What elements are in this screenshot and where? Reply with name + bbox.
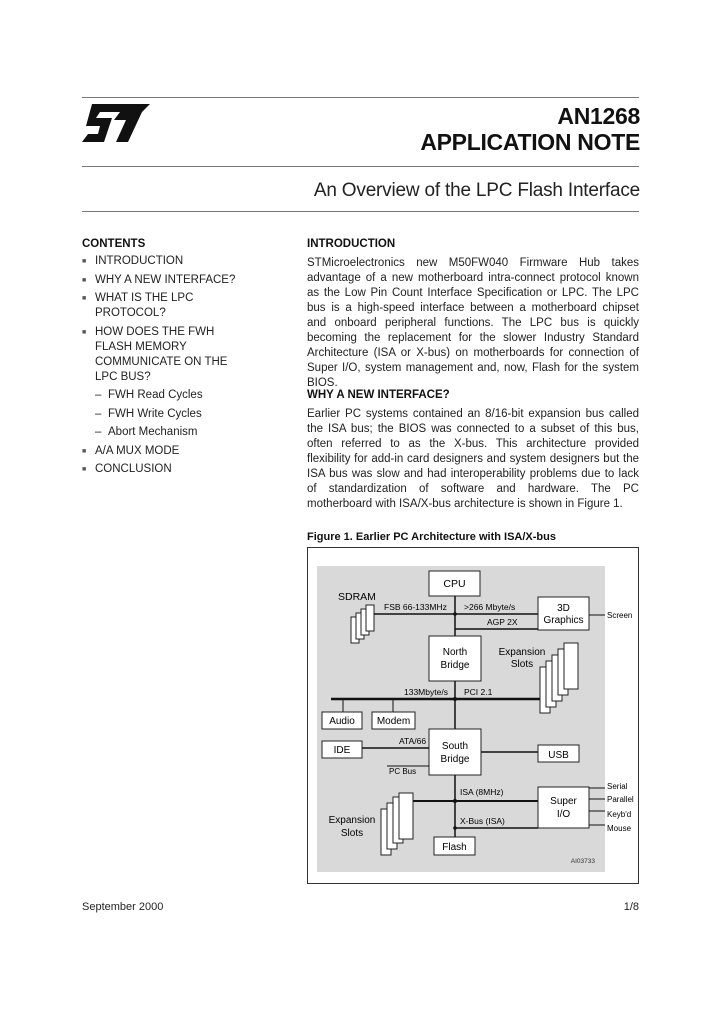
toc-subitem-write[interactable] — [82, 407, 252, 422]
introduction-heading: INTRODUCTION — [307, 238, 396, 250]
modem-label: Modem — [376, 716, 411, 727]
toc-item-lpc-protocol[interactable] — [82, 291, 252, 321]
south-bridge-label-2: Bridge — [440, 754, 470, 765]
agp-label: AGP 2X — [487, 617, 518, 627]
bullet-icon: ■ — [82, 447, 87, 455]
north-bridge-label-1: North — [442, 647, 468, 658]
pci-speed-label: 133Mbyte/s — [404, 687, 448, 697]
pci-label: PCI 2.1 — [464, 687, 493, 697]
sdram-label: SDRAM — [338, 591, 376, 603]
ide-label: IDE — [333, 745, 351, 756]
toc-item-fwh[interactable] — [82, 325, 230, 385]
graphics-label-1: 3D — [557, 603, 570, 614]
why-new-text: Earlier PC systems contained an 8/16-bit expansion bus called the ISA bus; the BIOS was connected to a subset of this bus, often referred to as the X-bus. This architecture provided flexibility for add-in card designers and system designers but the ISA bus was slow and had interoperability problems due to lack of standardization of software and hardware. The PC motherboard with ISA/X-bus architecture is shown in Figure 1. — [307, 408, 639, 510]
toc-item-why-new[interactable] — [82, 273, 252, 288]
top-rule — [82, 97, 639, 98]
bandwidth-label: >266 Mbyte/s — [464, 602, 516, 612]
north-bridge-label-2: Bridge — [440, 660, 470, 671]
bullet-icon: ■ — [82, 328, 87, 336]
toc-item-conclusion[interactable] — [82, 462, 252, 477]
keyboard-label: Keyb'd — [607, 810, 632, 819]
cpu-label: CPU — [443, 578, 466, 590]
expansion-bottom-label-1: Expansion — [328, 815, 376, 826]
toc-label: INTRODUCTION — [95, 255, 184, 267]
figure-id: AI03733 — [570, 858, 595, 865]
usb-label: USB — [548, 750, 569, 761]
dash: – — [95, 407, 102, 420]
doc-number: AN1268 — [557, 103, 640, 129]
super-io-label-2: I/O — [556, 809, 571, 820]
toc-label: WHY A NEW INTERFACE? — [95, 273, 236, 286]
expansion-top-label-1: Expansion — [498, 647, 546, 658]
toc-label: A/A MUX MODE — [95, 444, 180, 457]
toc-subitem-abort[interactable] — [82, 425, 252, 440]
parallel-label: Parallel — [607, 795, 634, 804]
south-bridge-label-1: South — [441, 741, 469, 752]
fsb-label: FSB 66-133MHz — [384, 602, 447, 612]
bullet-icon: ■ — [82, 276, 87, 284]
bullet-icon: ■ — [82, 295, 87, 302]
toc-item-aamux[interactable] — [82, 444, 252, 459]
contents-heading: CONTENTS — [82, 238, 146, 250]
dash: – — [95, 389, 102, 401]
figure-caption: Figure 1. Earlier PC Architecture with ISA/X-bus — [307, 531, 556, 543]
north-bridge-box — [429, 636, 481, 681]
super-io-box — [538, 787, 589, 828]
footer-page: 1/8 — [623, 901, 639, 913]
expansion-top-label-2: Slots — [510, 659, 534, 670]
toc-label: WHAT IS THE LPC PROTOCOL? — [95, 292, 194, 319]
screen-label: Screen — [607, 611, 633, 620]
toc-label: HOW DOES THE FWH FLASH MEMORY COMMUNICATE ON THE LPC BUS? — [95, 325, 228, 383]
isa-label: ISA (8MHz) — [460, 787, 504, 797]
ata-label: ATA/66 — [399, 736, 427, 746]
toc-sub-label: FWH Write Cycles — [108, 407, 202, 420]
super-io-label-1: Super — [550, 796, 577, 807]
toc-label: CONCLUSION — [95, 463, 172, 475]
toc-subitem-read[interactable] — [82, 388, 252, 403]
south-bridge-box — [429, 729, 481, 775]
toc-item-introduction[interactable] — [82, 254, 252, 269]
st-logo — [82, 104, 150, 146]
audio-label: Audio — [329, 716, 355, 727]
bullet-icon: ■ — [82, 258, 87, 265]
footer-date: September 2000 — [82, 901, 164, 913]
page-subtitle: An Overview of the LPC Flash Interface — [313, 180, 640, 201]
doc-type: APPLICATION NOTE — [420, 129, 640, 155]
architecture-diagram — [307, 547, 639, 884]
mid-rule — [82, 166, 639, 167]
subtitle-rule — [82, 211, 639, 212]
serial-label: Serial — [607, 782, 628, 791]
dash: – — [95, 426, 102, 438]
xbus-label: X-Bus (ISA) — [460, 816, 505, 826]
mouse-label: Mouse — [607, 824, 632, 833]
toc-sub-label: Abort Mechanism — [108, 426, 198, 438]
why-new-heading: WHY A NEW INTERFACE? — [307, 389, 450, 401]
bullet-icon: ■ — [82, 466, 87, 473]
graphics-label-2: Graphics — [543, 615, 584, 626]
introduction-text: STMicroelectronics new M50FW040 Firmware Hub takes advantage of a new motherboard intra-connect protocol known as the Low Pin Count Interface Specification or LPC. The LPC bus is a high-speed interface between a motherboard chipset and onboard peripheral functions. The LPC bus is quickly becoming the replacement for the slower Industry Standard Architecture (ISA or X-bus) on motherboards for connection of Super I/O, system management and, now, Flash for the system BIOS. — [307, 257, 639, 389]
expansion-bottom-label-2: Slots — [340, 828, 364, 839]
pc-bus-label: PC Bus — [389, 767, 417, 776]
flash-label: Flash — [442, 842, 467, 853]
toc-sub-label: FWH Read Cycles — [108, 389, 203, 401]
table-of-contents — [82, 254, 252, 481]
